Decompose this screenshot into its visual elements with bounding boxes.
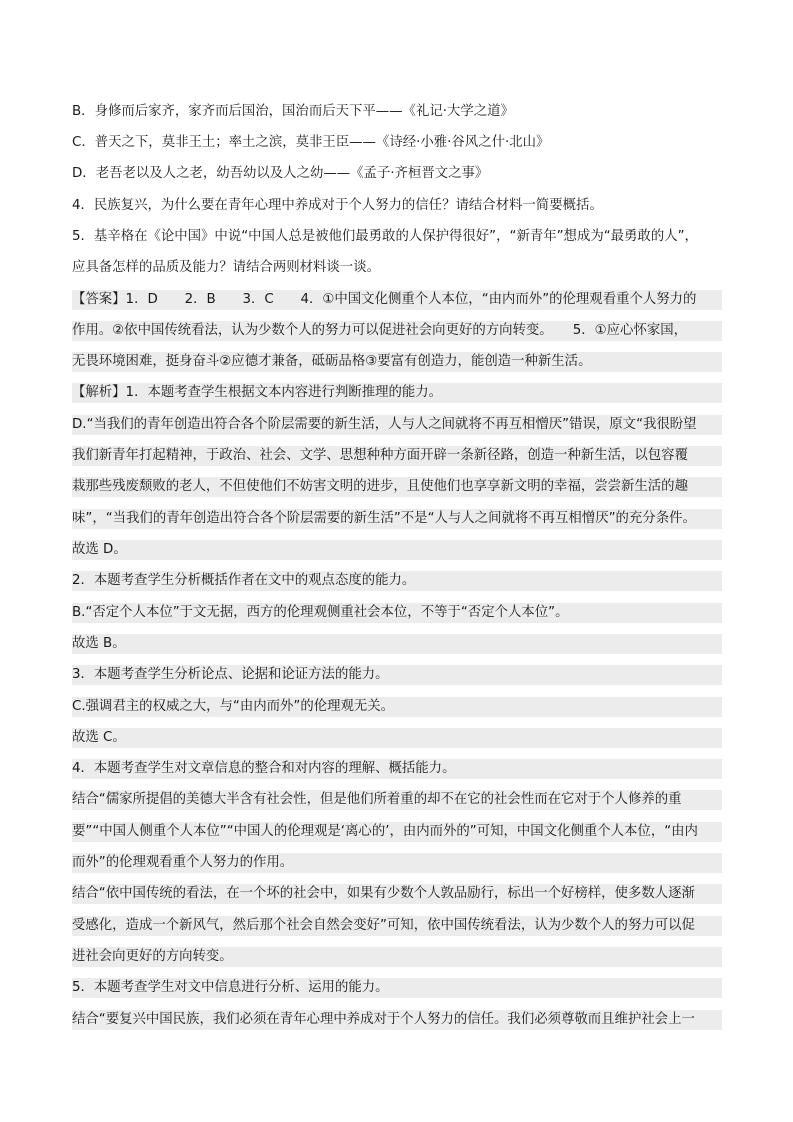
answer-line-2: 作用。②依中国传统看法，认为少数个人的努力可以促进社会向更好的方向转变。 5．①应心怀家国， [72,321,722,341]
analysis-line-6: 故选 D。 [72,540,722,560]
option-b: B．身修而后家齐，家齐而后国治，国治而后天下平——《礼记·大学之道》 [72,104,514,119]
answer-line-1: 【答案】1．D 2．B 3．C 4．①中国文化侧重个人本位，“由内而外”的伦理观看重个人努力的 [72,290,722,310]
analysis-line-8: B.“否定个人本位”于文无据，西方的伦理观侧重社会本位，不等于“否定个人本位”。 [72,603,722,623]
option-c: C．普天之下，莫非王土；率土之滨，莫非王臣——《诗经·小雅·谷风之什·北山》 [72,135,550,150]
analysis-line-2: D.“当我们的青年创造出符合各个阶层需要的新生活，人与人之间就将不再互相憎厌”错误，原文“我很盼望 [72,415,722,435]
analysis-line-14: 结合“儒家所提倡的美德大半含有社会性，但是他们所着重的却不在它的社会性而在它对于个人修养的重 [72,790,722,810]
question-5-line-1: 5．基辛格在《论中国》中说“中国人总是被他们最勇敢的人保护得很好”，“新青年”想成为“最勇敢的人”， [72,229,698,244]
analysis-line-3: 我们新青年打起精神，于政治、社会、文学、思想种种方面开辟一条新径路，创造一种新生活，以包容覆 [72,446,722,466]
analysis-line-20: 5．本题考查学生对文中信息进行分析、运用的能力。 [72,978,722,998]
analysis-line-19: 进社会向更好的方向转变。 [72,947,722,967]
question-5-line-2: 应具备怎样的品质及能力？请结合两则材料谈一谈。 [72,260,380,275]
analysis-line-18: 受感化，造成一个新风气，然后那个社会自然会变好”可知，依中国传统看法，认为少数个人的努力可以促 [72,916,722,936]
analysis-line-11: C.强调君主的权威之大，与“由内而外”的伦理观无关。 [72,697,722,717]
analysis-line-21: 结合“要复兴中国民族，我们必须在青年心理中养成对于个人努力的信任。我们必须尊敬而且维护社会上一 [72,1010,722,1030]
analysis-line-13: 4．本题考查学生对文章信息的整合和对内容的理解、概括能力。 [72,759,722,779]
option-d: D．老吾老以及人之老，幼吾幼以及人之幼——《孟子·齐桓晋文之事》 [72,166,489,181]
analysis-line-15: 要”“中国人侧重个人本位”“中国人的伦理观是‘离心的’，由内而外的”可知，中国文化侧重个人本位，“由内 [72,822,722,842]
analysis-line-1: 【解析】1．本题考查学生根据文本内容进行判断推理的能力。 [72,383,722,403]
analysis-line-4: 栽那些残废颓败的老人，不但使他们不妨害文明的进步，且使他们也享享新文明的幸福，尝尝新生活的趣 [72,477,722,497]
analysis-line-7: 2．本题考查学生分析概括作者在文中的观点态度的能力。 [72,571,722,591]
analysis-line-16: 而外”的伦理观看重个人努力的作用。 [72,853,722,873]
answer-line-3: 无畏环境困难，挺身奋斗②应德才兼备，砥砺品格③要富有创造力，能创造一种新生活。 [72,352,722,372]
question-4: 4．民族复兴，为什么要在青年心理中养成对于个人努力的信任？请结合材料一简要概括。 [72,198,603,213]
analysis-line-9: 故选 B。 [72,634,722,654]
analysis-line-17: 结合“依中国传统的看法，在一个坏的社会中，如果有少数个人敦品励行，标出一个好榜样，使多数人逐渐 [72,884,722,904]
analysis-line-12: 故选 C。 [72,728,722,748]
analysis-line-10: 3．本题考查学生分析论点、论据和论证方法的能力。 [72,665,722,685]
analysis-line-5: 味”，“当我们的青年创造出符合各个阶层需要的新生活”不是“人与人之间就将不再互相憎厌”的充分条件。 [72,509,722,529]
